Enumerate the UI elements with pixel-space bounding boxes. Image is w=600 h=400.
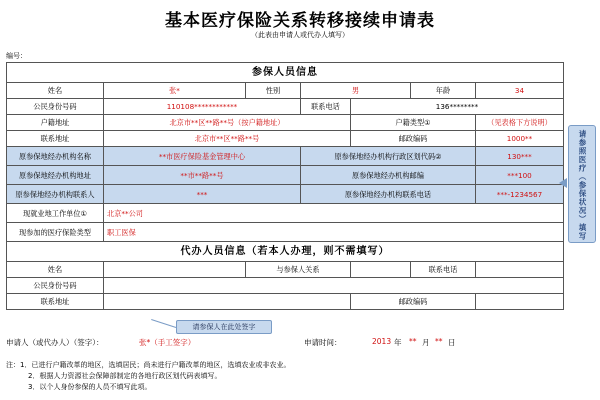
agent-name-label: 姓名	[7, 262, 104, 278]
id-number-value[interactable]: 110108************	[104, 99, 301, 115]
age-value[interactable]: 34	[476, 83, 564, 99]
agent-postcode-label: 邮政编码	[351, 294, 476, 310]
name-value[interactable]: 张*	[104, 83, 246, 99]
agent-phone-value[interactable]	[476, 262, 564, 278]
postcode-label: 邮政编码	[351, 131, 476, 147]
sign-bubble-pointer	[151, 319, 176, 328]
orig-org-phone-label: 原参保地经办机构联系电话	[301, 185, 476, 204]
file-number-label: 编号：	[6, 52, 27, 60]
orig-org-name-value[interactable]: **市医疗保险基金管理中心	[104, 147, 301, 166]
id-number-label: 公民身份号码	[7, 99, 104, 115]
agent-address-label: 联系地址	[7, 294, 104, 310]
insurance-type-label: 现参加的医疗保险类型	[7, 223, 104, 242]
employer-value[interactable]: 北京**公司	[104, 204, 564, 223]
insured-section-title: 参保人员信息	[7, 63, 564, 83]
note-3: 3．以个人身份参保的人员不填写此项。	[28, 383, 152, 391]
hukou-type-value[interactable]: （见表格下方说明）	[476, 115, 564, 131]
gender-label: 性别	[246, 83, 301, 99]
applicant-signature-label: 申请人（或代办人）（签字）：	[6, 338, 104, 347]
contact-address-value[interactable]: 北京市**区**路**号	[104, 131, 351, 147]
name-label: 姓名	[7, 83, 104, 99]
hukou-address-label: 户籍地址	[7, 115, 104, 131]
orig-org-contact-value[interactable]: ***	[104, 185, 301, 204]
note-2: 2．根据人力资源社会保障部制定的各地行政区划代码表填写。	[28, 372, 222, 380]
sign-here-callout: 请参保人在此处签字	[176, 320, 272, 334]
orig-region-code-value[interactable]: 130***	[476, 147, 564, 166]
phone-label: 联系电话	[301, 99, 351, 115]
applicant-signature-value[interactable]: 张*（手工签字）	[139, 338, 196, 347]
orig-org-phone-value[interactable]: ***-1234567	[476, 185, 564, 204]
side-note-callout	[568, 125, 596, 243]
form-notes	[6, 360, 290, 393]
orig-org-address-value[interactable]: **市**路**号	[104, 166, 301, 185]
agent-section-title: 代办人员信息（若本人办理，则不需填写）	[7, 242, 564, 262]
signature-row	[6, 337, 586, 349]
year-char: 年	[394, 338, 402, 347]
gender-value[interactable]: 男	[301, 83, 411, 99]
orig-org-contact-label: 原参保地经办机构联系人	[7, 185, 104, 204]
employer-label: 现就业地工作单位①	[7, 204, 104, 223]
agent-phone-label: 联系电话	[411, 262, 476, 278]
hukou-type-label: 户籍类型①	[351, 115, 476, 131]
month-char: 月	[422, 338, 430, 347]
date-year-value[interactable]: 2013	[372, 337, 392, 346]
application-date-label: 申请时间：	[304, 338, 342, 347]
agent-id-value[interactable]	[104, 278, 564, 294]
orig-org-address-label: 原参保地经办机构地址	[7, 166, 104, 185]
phone-value[interactable]: 136********	[351, 99, 564, 115]
age-label: 年龄	[411, 83, 476, 99]
hukou-address-value[interactable]: 北京市**区**路**号（按户籍地址）	[104, 115, 351, 131]
postcode-value[interactable]: 1000**	[476, 131, 564, 147]
date-month-value[interactable]: **	[409, 337, 417, 346]
agent-relation-label: 与参保人关系	[246, 262, 351, 278]
orig-org-postcode-label: 原参保地经办机构邮编	[301, 166, 476, 185]
orig-org-name-label: 原参保地经办机构名称	[7, 147, 104, 166]
agent-name-value[interactable]	[104, 262, 246, 278]
side-note-text: 请参照医疗（参保状况）填写	[578, 130, 587, 241]
contact-address-label: 联系地址	[7, 131, 104, 147]
note-1: 注：1．已进行户籍改革的地区，选填居民；尚未进行户籍改革的地区，选填农业或非农业。	[6, 361, 291, 369]
orig-region-code-label: 原参保地经办机构行政区划代码②	[301, 147, 476, 166]
agent-address-value[interactable]	[104, 294, 351, 310]
day-char: 日	[448, 338, 456, 347]
insurance-type-value[interactable]: 职工医保	[104, 223, 564, 242]
side-note-pointer	[559, 178, 567, 188]
date-day-value[interactable]: **	[435, 337, 443, 346]
form-subtitle: （此表由申请人或代办人填写）	[251, 31, 349, 39]
agent-id-label: 公民身份号码	[7, 278, 104, 294]
application-form-table	[6, 62, 564, 310]
orig-org-postcode-value[interactable]: ***100	[476, 166, 564, 185]
agent-postcode-value[interactable]	[476, 294, 564, 310]
agent-relation-value[interactable]	[351, 262, 411, 278]
form-title: 基本医疗保险关系转移接续申请表	[165, 11, 435, 31]
